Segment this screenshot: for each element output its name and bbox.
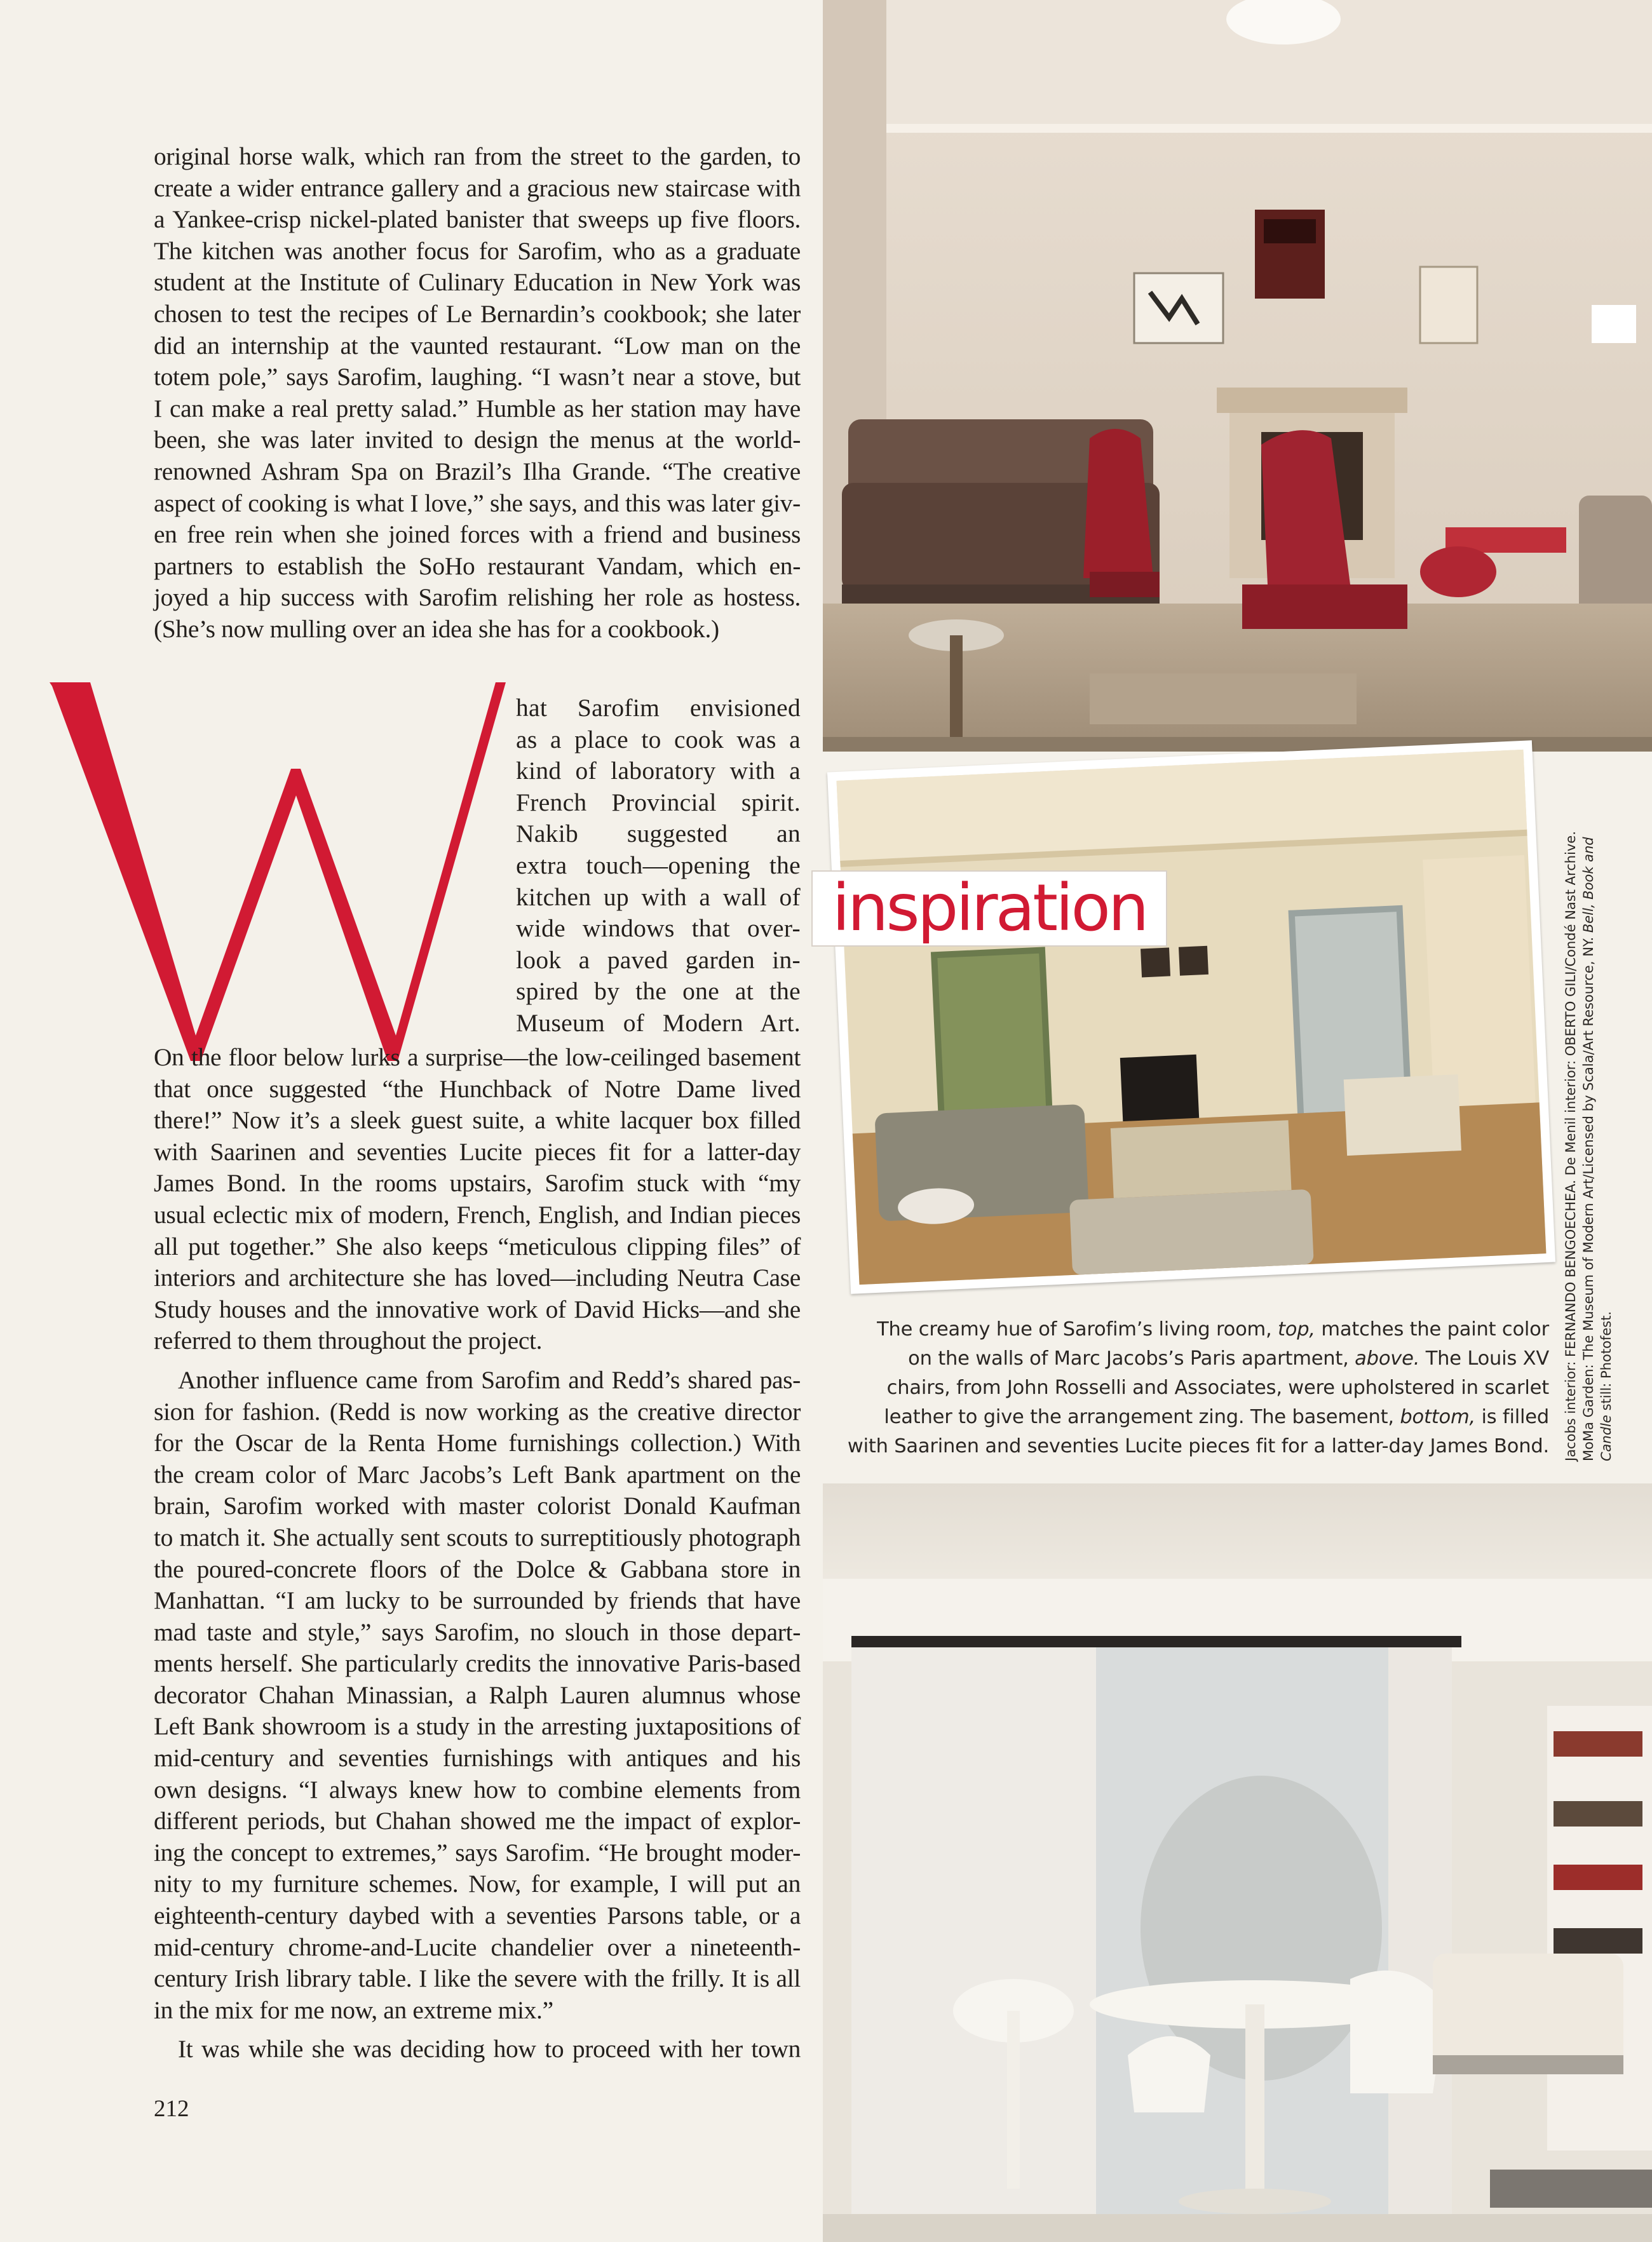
closing-paragraph [154,2034,801,2065]
influence-line: the poured-concrete floors of the Dolce & Gabbana store in [154,1555,801,1583]
influence-line: ments herself. She particularly credits the innovative Paris-based [154,1649,801,1678]
influence-line: for the Oscar de la Renta Home furnishings collection.) With [154,1429,801,1457]
intro-line: did an internship at the vaunted restaurant. “Low man on the [154,331,801,360]
living-room-photo [823,0,1652,752]
body-line: interiors and architecture she has loved—including Neutra Case [154,1264,801,1292]
dropcap-text-line: wide windows that over- [516,914,801,943]
influence-line: the cream color of Marc Jacobs’s Left Bank apartment on the [154,1460,801,1489]
intro-line: a Yankee-crisp nickel-plated banister that sweeps up five floors. [154,205,801,234]
dropcap-text-line: as a place to cook was a [516,725,801,753]
intro-line: en free rein when she joined forces with a friend and business [154,520,801,549]
caption-text: The creamy hue of Sarofim’s living room, [877,1318,1278,1340]
body-line: all put together.” She also keeps “meticulous clipping files” of [154,1232,801,1260]
dropcap-text-line: Nakib suggested an [516,820,801,848]
dropcap-text-line: kitchen up with a wall of [516,882,801,911]
caption-text: on the walls of Marc Jacobs’s Paris apartment, [908,1347,1355,1370]
body-line: On the floor below lurks a surprise—the low-ceilinged basement [154,1043,801,1071]
body-line: James Bond. In the rooms upstairs, Sarofim stuck with “my [154,1169,801,1198]
caption-line [845,1403,1549,1432]
influence-line: nity to my furniture schemes. Now, for example, I will put an [154,1870,801,1898]
caption-line [845,1432,1549,1461]
caption-text: chairs, from John Rosselli and Associates, were upholstered in scarlet [886,1377,1549,1399]
dropcap-text-line: look a paved garden in- [516,945,801,974]
dropcap-text-line: Museum of Modern Art. [516,1008,801,1037]
intro-line: renowned Ashram Spa on Brazil’s Ilha Grande. “The creative [154,457,801,485]
drop-cap-w [50,680,506,1061]
intro-line: joyed a hip success with Sarofim relishing her role as hostess. [154,583,801,612]
credits-line-2-text: MoMa Garden: The Museum of Modern Art/Licensed by Scala/Art Resource, NY. [1581,933,1596,1461]
paris-apartment-photo [827,740,1555,1294]
body-paragraphs [154,1042,801,2065]
influence-line: own designs. “I always knew how to combine elements from [154,1775,801,1804]
intro-line: create a wider entrance gallery and a gracious new staircase with [154,173,801,202]
basement-suite-photo [823,1483,1652,2242]
credits-line-3 [1597,781,1615,1461]
credits-line-2 [1580,781,1597,1461]
influence-line: mad taste and style,” says Sarofim, no slouch in those depart- [154,1617,801,1646]
influence-line: Left Bank showroom is a study in the arresting juxtapositions of [154,1712,801,1741]
page-number: 212 [154,2096,189,2122]
intro-line: partners to establish the SoHo restaurant Vandam, which en- [154,551,801,580]
influence-line: Another influence came from Sarofim and Redd’s shared pas- [178,1365,801,1394]
caption-line [845,1374,1549,1403]
influence-line: mid-century and seventies furnishings with antiques and his [154,1744,801,1773]
caption-text: with Saarinen and seventies Lucite pieces fit for a latter-day James Bond. [847,1435,1549,1457]
influence-line: brain, Sarofim worked with master colorist Donald Kaufman [154,1492,801,1520]
influence-paragraph [154,1365,801,2026]
intro-line: been, she was later invited to design the menus at the world- [154,426,801,454]
influence-line: in the mix for me now, an extreme mix.” [154,1996,553,2024]
intro-line: chosen to test the recipes of Le Bernardin’s cookbook; she later [154,299,801,328]
caption-position-word: bottom, [1400,1406,1475,1428]
influence-line: decorator Chahan Minassian, a Ralph Lauren alumnus whose [154,1680,801,1709]
caption-position-word: above. [1355,1347,1420,1370]
influence-line: sion for fashion. (Redd is now working as the creative director [154,1397,801,1426]
intro-line: original horse walk, which ran from the street to the garden, to [154,142,801,170]
intro-line: (She’s now mulling over an idea she has for a cookbook.) [154,614,719,643]
photo-caption [845,1315,1549,1461]
intro-line: totem pole,” says Sarofim, laughing. “I wasn’t near a stove, but [154,363,801,391]
photo-credits [1562,781,1632,1461]
credits-line-1: Jacobs interior: FERNANDO BENGOECHEA. De Menil interior: OBERTO GILI/Condé Nast Archive. [1563,831,1578,1461]
intro-paragraph [154,141,801,645]
caption-text: is filled [1475,1406,1549,1428]
credits-line-3-title: Candle [1599,1415,1614,1461]
body-line: there!” Now it’s a sleek guest suite, a white lacquer box filled [154,1106,801,1135]
body-line: usual eclectic mix of modern, French, English, and Indian pieces [154,1200,801,1229]
caption-text: leather to give the arrangement zing. The basement, [884,1406,1400,1428]
intro-line: aspect of cooking is what I love,” she says, and this was later giv- [154,489,801,517]
influence-line: century Irish library table. I like the severe with the frilly. It is all [154,1964,801,1993]
basement-paragraph [154,1042,801,1357]
drop-cap-w-glyph [50,682,506,1061]
credits-line-2-title: Bell, Book and [1581,837,1596,933]
influence-line: Manhattan. “I am lucky to be surrounded by friends that have [154,1586,801,1615]
influence-line: different periods, but Chahan showed me the impact of explor- [154,1807,801,1835]
caption-line [845,1315,1549,1344]
caption-position-word: top, [1278,1318,1315,1340]
influence-line: ing the concept to extremes,” says Sarofim. “He brought moder- [154,1838,801,1867]
dropcap-text-line: kind of laboratory with a [516,757,801,785]
dropcap-text-line: spired by the one at the [516,977,801,1006]
dropcap-text-line: hat Sarofim envisioned [516,694,801,722]
intro-line: student at the Institute of Culinary Education in New York was [154,268,801,297]
inspiration-label: inspiration [811,870,1167,947]
caption-text: matches the paint color [1315,1318,1549,1340]
influence-line: eighteenth-century daybed with a seventies Parsons table, or a [154,1901,801,1930]
body-line: with Saarinen and seventies Lucite pieces fit for a latter-day [154,1137,801,1166]
credits-line-3-text: still: Photofest. [1599,1311,1614,1415]
caption-text: The Louis XV [1419,1347,1549,1370]
intro-line: The kitchen was another focus for Sarofim, who as a graduate [154,236,801,265]
body-line: referred to them throughout the project. [154,1327,543,1355]
dropcap-text-line: French Provincial spirit. [516,788,801,816]
influence-line: mid-century chrome-and-Lucite chandelier over a nineteenth- [154,1933,801,1961]
body-line: that once suggested “the Hunchback of Notre Dame lived [154,1074,801,1103]
dropcap-text-line: extra touch—opening the [516,851,801,879]
influence-line: to match it. She actually sent scouts to surreptitiously photograph [154,1523,801,1551]
intro-line: I can make a real pretty salad.” Humble as her station may have [154,394,801,422]
body-line: Study houses and the innovative work of David Hicks—and she [154,1295,801,1323]
closing-line: It was while she was deciding how to proceed with her town [178,2035,801,2063]
dropcap-paragraph [516,692,801,1039]
caption-line [845,1344,1549,1374]
